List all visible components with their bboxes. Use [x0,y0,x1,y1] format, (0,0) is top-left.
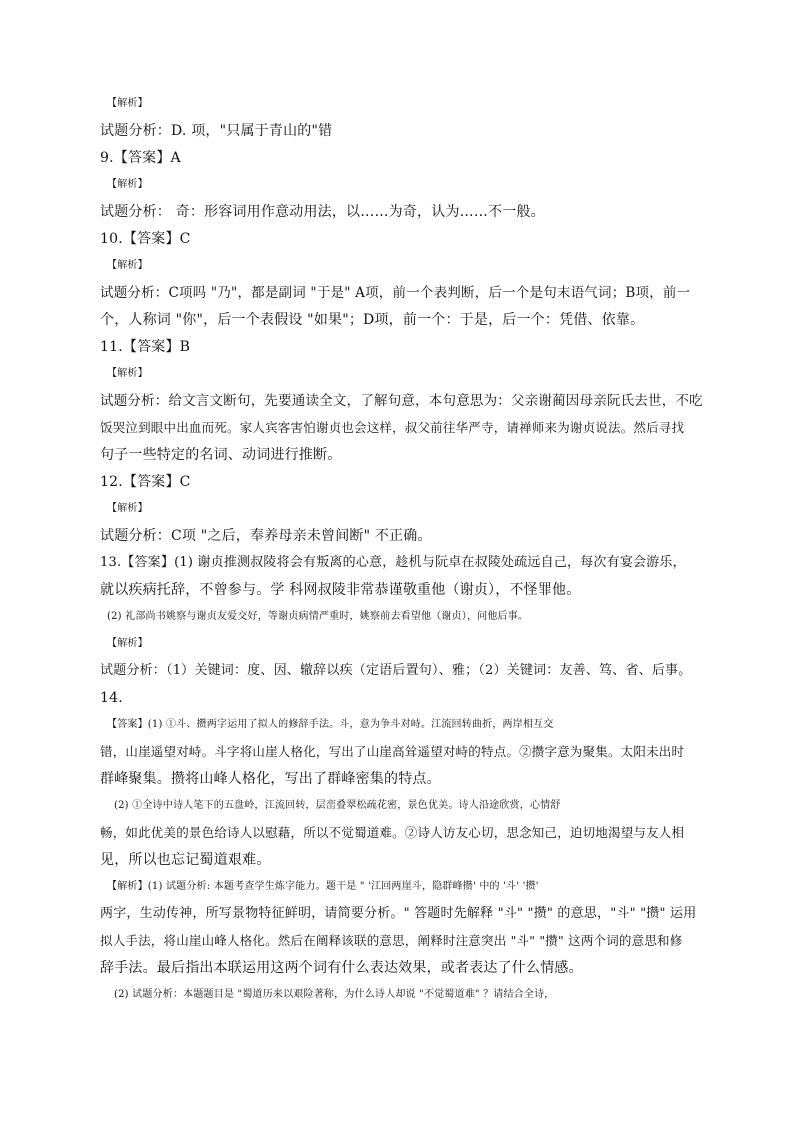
answer-heading: 14. [100,690,123,706]
answer-text: 13.【答案】(1) 谢贞推测叔陵将会有叛离的心意，趁机与阮卓在叔陵处疏远自己，每次有宴会游乐， [100,555,686,570]
analysis-text: 试题分析：C项吗 "乃"，都是副词 "于是" A项，前一个表判断，后一个是句末语气词；B项，前一 [100,285,691,301]
heading-analysis: 【解析】 [107,179,148,190]
heading-analysis: 【解析】 [107,98,148,109]
analysis-text: 个，人称词 "你"，后一个表假设 "如果"；D项，前一个：于是，后一个：凭借、依靠。 [100,312,645,328]
analysis-text: 试题分析：D. 项，"只属于青山的"错 [100,123,333,139]
analysis-text: 试题分析：给文言文断句，先要通读全文，了解句意，本句意思为：父亲谢蔺因母亲阮氏去世，不吃 [100,393,703,409]
analysis-text: 试题分析：C项 "之后，奉养母亲未曾间断" 不正确。 [100,528,432,544]
answer-text: 错，山崖遥望对峙。斗字将山崖人格化，写出了山崖高耸遥望对峙的特点。②攒字意为聚集。太阳未出时 [100,744,685,759]
heading-analysis: 【解析】 [107,260,148,271]
answer-text: 群峰聚集。攒将山峰人格化，写出了群峰密集的特点。 [100,771,441,787]
heading-analysis: 【解析】 [107,503,148,514]
answer-heading: 9.【答案】A [100,150,181,166]
analysis-text: 饭哭泣到眼中出血而死。家人宾客害怕谢贞也会这样，叔父前往华严寺，请禅师来为谢贞说法。然后寻找 [100,420,685,435]
heading-analysis: 【解析】 [107,368,148,379]
answer-text: (2) 礼部尚书姚察与谢贞友爱交好，等谢贞病情严重时，姚察前去看望他（谢贞），问他后事。 [107,611,529,622]
analysis-text: 试题分析： 奇：形容词用作意动用法，以……为奇，认为……不一般。 [100,204,545,220]
answer-text: 就以疾病托辞，不曾参与。学 科网叔陵非常恭谨敬重他（谢贞），不怪罪他。 [100,582,581,598]
analysis-text: 试题分析：（1）关键词：度、因、辙辞以疾（定语后置句）、雅；（2）关键词：友善、笃、省、后事。 [100,663,692,678]
answer-text: 畅，如此优美的景色给诗人以慰藉，所以不觉蜀道难。②诗人访友心切，思念知己，迫切地渴望与友人相 [100,825,685,840]
analysis-text: 两字，生动传神，所写景物特征鲜明，请简要分析。" 答题时先解释 "斗" "攒" 的意思，"斗" "攒" 运用 [100,906,697,921]
analysis-text: 【解析】(1) 试题分析: 本题考查学生炼字能力。题干是 " '江回两崖斗，隐群峰攒' 中的 '斗' '攒' [107,881,539,892]
answer-heading: 10.【答案】C [100,231,191,247]
answer-heading: 11.【答案】B [100,339,191,355]
answer-heading: 12.【答案】C [100,474,191,490]
answer-text: 见，所以也忘记蜀道艰难。 [100,852,271,868]
answer-text: (2) ①全诗中诗人笔下的五盘岭，江流回转，层峦叠翠松疏花密，景色优美。诗人沿途欣赏，心情舒 [114,800,561,811]
analysis-text: 辞手法。最后指出本联运用这两个词有什么表达效果，或者表达了什么情感。 [100,960,583,976]
analysis-text: 拟人手法，将山崖山峰人格化。然后在阐释该联的意思，阐释时注意突出 "斗" "攒" 这两个词的意思和修 [100,933,683,948]
heading-analysis: 【解析】 [107,638,148,649]
analysis-text: 句子一些特定的名词、动词进行推断。 [100,447,342,463]
answer-text: 【答案】(1) ①斗、攒两字运用了拟人的修辞手法。斗，意为争斗对峙。江流回转曲折，两岸相互交 [107,719,554,730]
analysis-text: (2) 试题分析：本题题目是 "蜀道历来以艰险著称，为什么诗人却说 "不觉蜀道难" ？请结合全诗， [114,989,555,1000]
